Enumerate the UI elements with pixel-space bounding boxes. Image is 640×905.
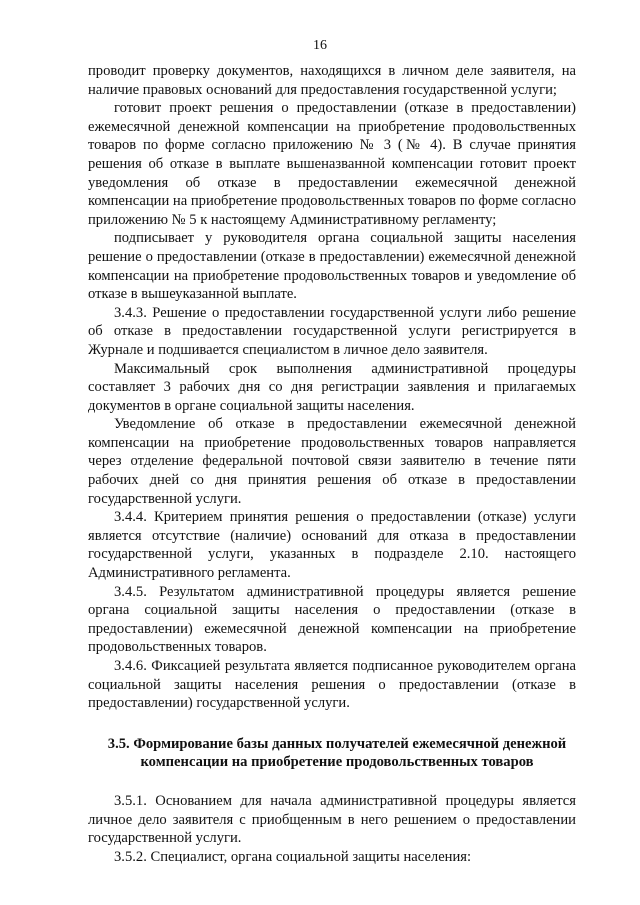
paragraph: Максимальный срок выполнения административной процедуры составляет 3 рабочих дня со дня регистрации заявления и прилагаемых документов в органе социальной защиты населения. [88,360,576,414]
section-heading: 3.5. Формирование базы данных получателей ежемесячной денежной компенсации на приобретение продовольственных товаров [107,735,567,771]
paragraph: готовит проект решения о предоставлении (отказе в предоставлении) ежемесячной денежной компенсации на приобретение продовольственных товаров по форме согласно приложению № 3 (№ 4). В случае принятия решения об отказе в выплате вышеназванной компенсации готовит проект уведомления об отказе в предоставлении ежемесячной денежной компенсации на приобретение продовольственных товаров по форме согласно приложению № 5 к настоящему Административному регламенту; [88,100,577,228]
document-body [88,62,576,866]
page-number: 16 [313,38,327,53]
paragraph: 3.4.5. Результатом административной процедуры является решение органа социальной защиты населения о предоставлении (отказе в предоставлении) ежемесячной денежной компенсации на приобретение продовольственных товаров. [88,583,576,656]
paragraph: 3.4.3. Решение о предоставлении государственной услуги либо решение об отказе в предоставлении государственной услуги регистрируется в Журнале и подшивается специалистом в личное дело заявителя. [88,304,576,358]
paragraph: 3.5.2. Специалист, органа социальной защиты населения: [114,848,472,865]
paragraph: подписывает у руководителя органа социальной защиты населения решение о предоставлении (отказе в предоставлении) ежемесячной денежной компенсации на приобретение продовольственных товаров и уведомление об отказе в вышеуказанной выплате. [88,230,576,303]
paragraph: Уведомление об отказе в предоставлении ежемесячной денежной компенсации на приобретение продовольственных товаров направляется через отделение федеральной почтовой связи заявителю в течение пяти рабочих дней со дня принятия решения об отказе в предоставлении государственной услуги. [88,416,576,507]
paragraph: 3.5.1. Основанием для начала административной процедуры является личное дело заявителя с приобщенным в него решением о предоставлении государственной услуги. [88,792,576,847]
paragraph: проводит проверку документов, находящихся в личном деле заявителя, на наличие правовых оснований для предоставления государственной услуги; [88,63,576,98]
paragraph: 3.4.6. Фиксацией результата является подписанное руководителем органа социальной защиты населения решения о предоставлении (отказе в предоставлении) государственной услуги. [88,658,576,712]
paragraph: 3.4.4. Критерием принятия решения о предоставлении (отказе) услуги является отсутствие (наличие) оснований для отказа в предоставлении государственной услуги, указанных в подразделе 2.10. настоящего Административного регламента. [88,509,576,582]
